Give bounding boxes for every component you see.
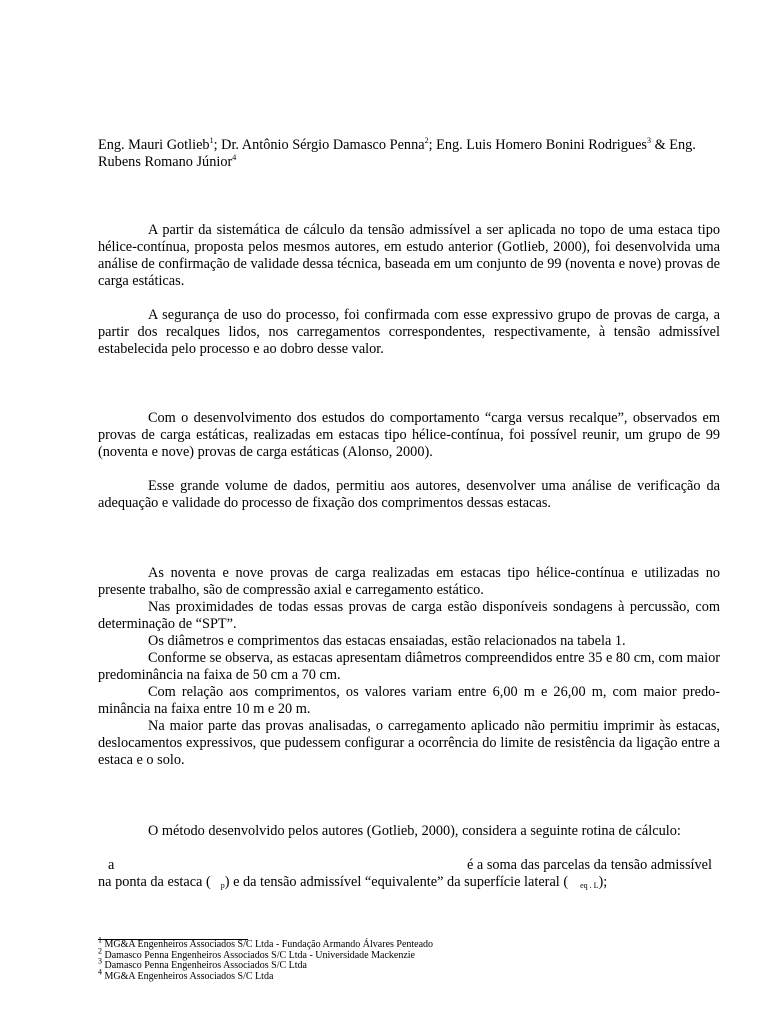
footnotes (98, 935, 434, 982)
paragraph: Com relação aos comprimentos, os valores variam entre 6,00 m e 26,00 m, com maior predo-minância na faixa entre 10 m e 20 m. (98, 684, 720, 717)
paragraph: Na maior parte das provas analisadas, o carregamento aplicado não permitiu imprimir às estacas, deslocamentos expressivos, que pudessem configurar a ocorrência do limite de resistência da ligação entre a estaca e o solo. (98, 718, 720, 768)
formula-text: ) e da tensão admissível “equivalente” da superfície lateral ( (224, 874, 569, 890)
footnote-mark: 4 (232, 153, 237, 163)
footnote-text: MG&A Engenheiros Associados S/C Ltda (104, 970, 274, 982)
paragraph: A segurança de uso do processo, foi confirmada com esse expressivo grupo de provas de carga, a partir dos recalques lidos, nos carregamentos correspondentes, respectivamente, à tensão admissível estabelecida pelo processo e ao dobro desse valor. (98, 307, 720, 357)
formula-text: é a soma das parcelas da tensão admissível (467, 857, 712, 873)
footnote-mark: 2 (424, 136, 429, 146)
paragraph: A partir da sistemática de cálculo da tensão admissível a ser aplicada no topo de uma estaca tipo hélice-contínua, proposta pelos mesmos autores, em estudo anterior (Gotlieb, 2000), foi desenvolvida uma análise de confirmação de validade dessa técnica, baseada em um conjunto de 99 (noventa e nove) provas de carga estáticas. (98, 222, 720, 289)
section-method (98, 823, 720, 840)
footnote-mark: 3 (98, 956, 102, 966)
paragraph: O método desenvolvido pelos autores (Gotlieb, 2000), considera a seguinte rotina de cálculo: (148, 823, 681, 839)
footnote (98, 967, 433, 983)
formula-text: na ponta da estaca ( (98, 874, 211, 890)
paragraph: Os diâmetros e comprimentos das estacas ensaiadas, estão relacionados na tabela 1. (148, 633, 626, 649)
formula-start: a (108, 857, 115, 873)
subscript: p (220, 881, 225, 890)
paragraph: Nas proximidades de todas essas provas de carga estão disponíveis sondagens à percussão, com determinação de “SPT”. (98, 599, 720, 632)
formula-text: ); (598, 874, 608, 890)
footnote-mark: 3 (647, 136, 651, 146)
footnote-text: Damasco Penna Engenheiros Associados S/C Ltda (104, 960, 307, 971)
section-introduction (98, 410, 720, 512)
section-data (98, 565, 720, 769)
paragraph: Com o desenvolvimento dos estudos do comportamento “carga versus recalque”, observados em provas de carga estáticas, realizadas em estacas tipo hélice-contínua, foi possível reunir, um grupo de 99 (noventa e nove) provas de carga estáticas (Alonso, 2000). (98, 410, 720, 460)
paragraph: Esse grande volume de dados, permitiu aos autores, desenvolver uma análise de verificação da adequação e validade do processo de fixação dos comprimentos dessas estacas. (98, 478, 720, 511)
footnote-mark: 1 (209, 136, 214, 146)
section-summary (98, 222, 720, 358)
author-line (98, 137, 720, 171)
paragraph: As noventa e nove provas de carga realizadas em estacas tipo hélice-contínua e utilizadas no presente trabalho, são de compressão axial e carregamento estático. (98, 565, 720, 598)
paragraph: Conforme se observa, as estacas apresentam diâmetros compreendidos entre 35 e 80 cm, com maior predominância na faixa de 50 cm a 70 cm. (98, 650, 720, 683)
footnote-mark: 2 (98, 946, 102, 956)
subscript: eq . L (580, 881, 599, 890)
footnote-text: Damasco Penna Engenheiros Associados S/C Ltda - Universidade Mackenzie (104, 949, 415, 961)
author-name: ; Dr. Antônio Sérgio Damasco Penna (213, 137, 425, 153)
footnote-mark: 4 (98, 967, 102, 977)
footnote-text: MG&A Engenheiros Associados S/C Ltda - Fundação Armando Álvares Penteado (104, 939, 434, 950)
footnote-mark: 1 (98, 935, 102, 945)
author-name: ; Eng. Luis Homero Bonini Rodrigues (428, 137, 647, 153)
author-name: Eng. Mauri Gotlieb (98, 137, 210, 153)
author-name: & Eng. Rubens Romano Júnior (98, 137, 696, 170)
formula-line-2 (98, 874, 607, 894)
